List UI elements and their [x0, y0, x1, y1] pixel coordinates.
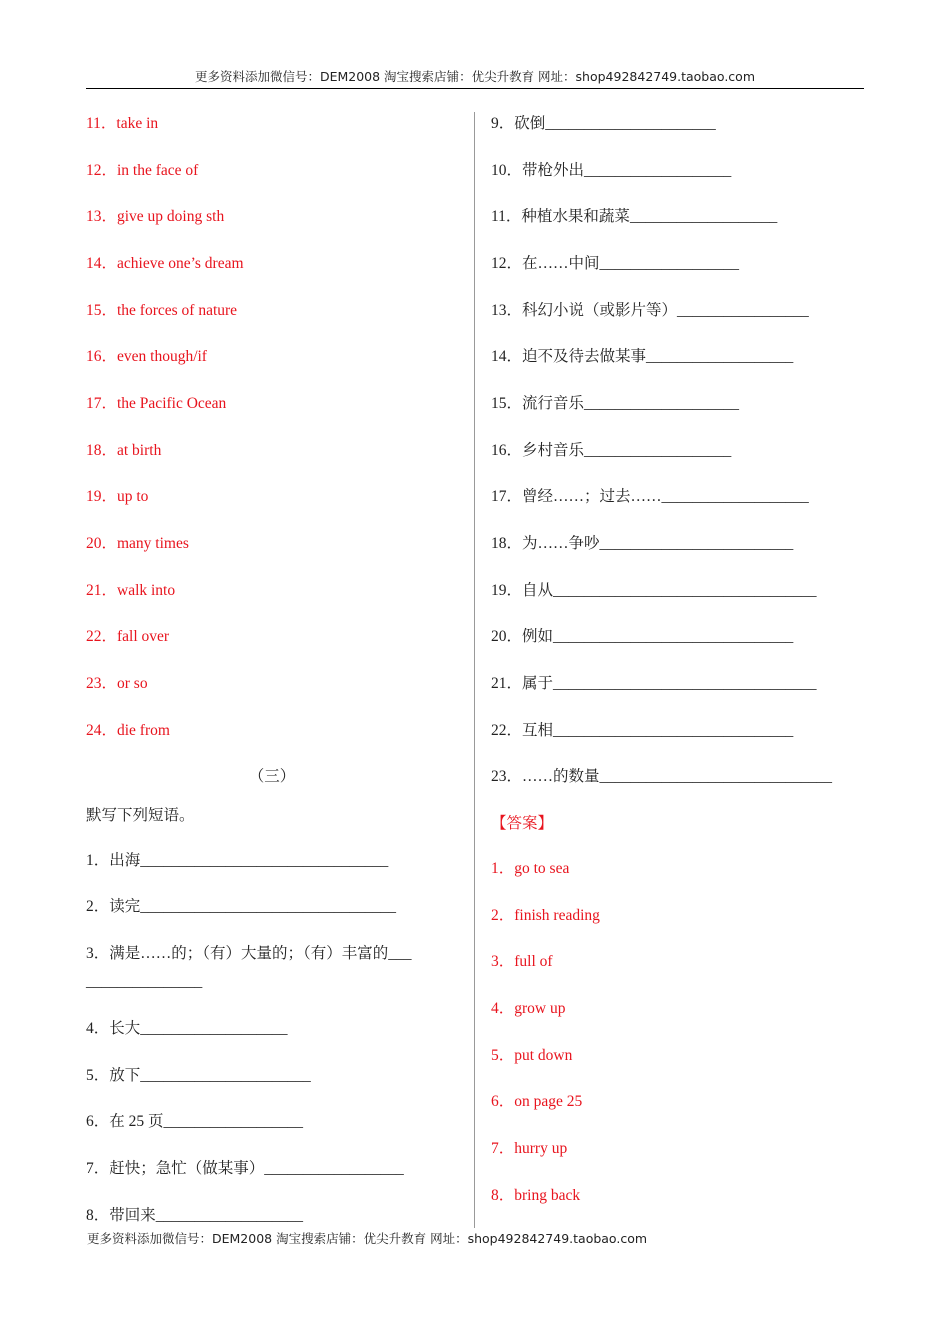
question-item: 10．带枪外出___________________ [491, 162, 732, 179]
answer-item: 8．bring back [491, 1187, 581, 1204]
answer-item: 4．grow up [491, 1000, 566, 1017]
question-item: 12．在……中间__________________ [491, 255, 740, 272]
question-item: 18．为……争吵_________________________ [491, 535, 794, 552]
answer-item: 21．walk into [86, 582, 176, 599]
answer-item: 22．fall over [86, 628, 170, 645]
answer-item: 14．achieve one’s dream [86, 255, 244, 272]
question-item: 13．科幻小说（或影片等）_________________ [491, 302, 809, 319]
answer-item: 12．in the face of [86, 162, 199, 179]
column-divider [474, 112, 475, 1228]
question-item: 4．长大___________________ [86, 1020, 288, 1037]
answer-item: 5．put down [491, 1047, 573, 1064]
answer-item: 23．or so [86, 675, 148, 692]
question-item: 8．带回来___________________ [86, 1207, 304, 1224]
page-footer: 更多资料添加微信号：DEM2008 淘宝搜索店铺：优尖升教育 网址：shop492842749.taobao.com [87, 1231, 648, 1246]
question-item: 21．属于__________________________________ [491, 675, 817, 692]
answer-item: 24．die from [86, 722, 170, 739]
question-item: 9．砍倒______________________ [491, 115, 716, 132]
answer-item: 11．take in [86, 115, 159, 132]
answer-item: 6．on page 25 [491, 1093, 583, 1110]
question-item: 20．例如_______________________________ [491, 628, 794, 645]
question-item: 3．满是……的；（有）大量的；（有）丰富的___ [86, 945, 412, 962]
answer-item: 3．full of [491, 953, 553, 970]
question-item: 15．流行音乐____________________ [491, 395, 740, 412]
page-header: 更多资料添加微信号：DEM2008 淘宝搜索店铺：优尖升教育 网址：shop492842749.taobao.com [86, 68, 864, 89]
answer-item: 18．at birth [86, 442, 162, 459]
question-item: 1．出海________________________________ [86, 852, 389, 869]
answer-item: 17．the Pacific Ocean [86, 395, 227, 412]
section-title: （三） [248, 768, 296, 785]
answer-item: 16．even though/if [86, 348, 207, 365]
question-item: 7．赶快；急忙（做某事）__________________ [86, 1160, 404, 1177]
answer-item: 19．up to [86, 488, 149, 505]
question-item: 14．迫不及待去做某事___________________ [491, 348, 794, 365]
question-item: 2．读完_________________________________ [86, 898, 397, 915]
question-item: 16．乡村音乐___________________ [491, 442, 732, 459]
answer-item: 7．hurry up [491, 1140, 568, 1157]
answer-item: 13．give up doing sth [86, 208, 225, 225]
instruction-text: 默写下列短语。 [86, 807, 195, 824]
question-item: 11．种植水果和蔬菜___________________ [491, 208, 778, 225]
question-item: 6．在 25 页__________________ [86, 1113, 304, 1130]
answer-title: 【答案】 [491, 815, 554, 832]
question-item: 19．自从__________________________________ [491, 582, 817, 599]
answer-item: 1．go to sea [491, 860, 570, 877]
question-item: 5．放下______________________ [86, 1067, 311, 1084]
answer-item: 20．many times [86, 535, 189, 552]
question-item: 22．互相_______________________________ [491, 722, 794, 739]
question-item-continuation: _______________ [86, 973, 203, 990]
question-item: 17．曾经……；过去……___________________ [491, 488, 809, 505]
question-item: 23．……的数量______________________________ [491, 768, 833, 785]
answer-item: 2．finish reading [491, 907, 600, 924]
answer-item: 15．the forces of nature [86, 302, 238, 319]
